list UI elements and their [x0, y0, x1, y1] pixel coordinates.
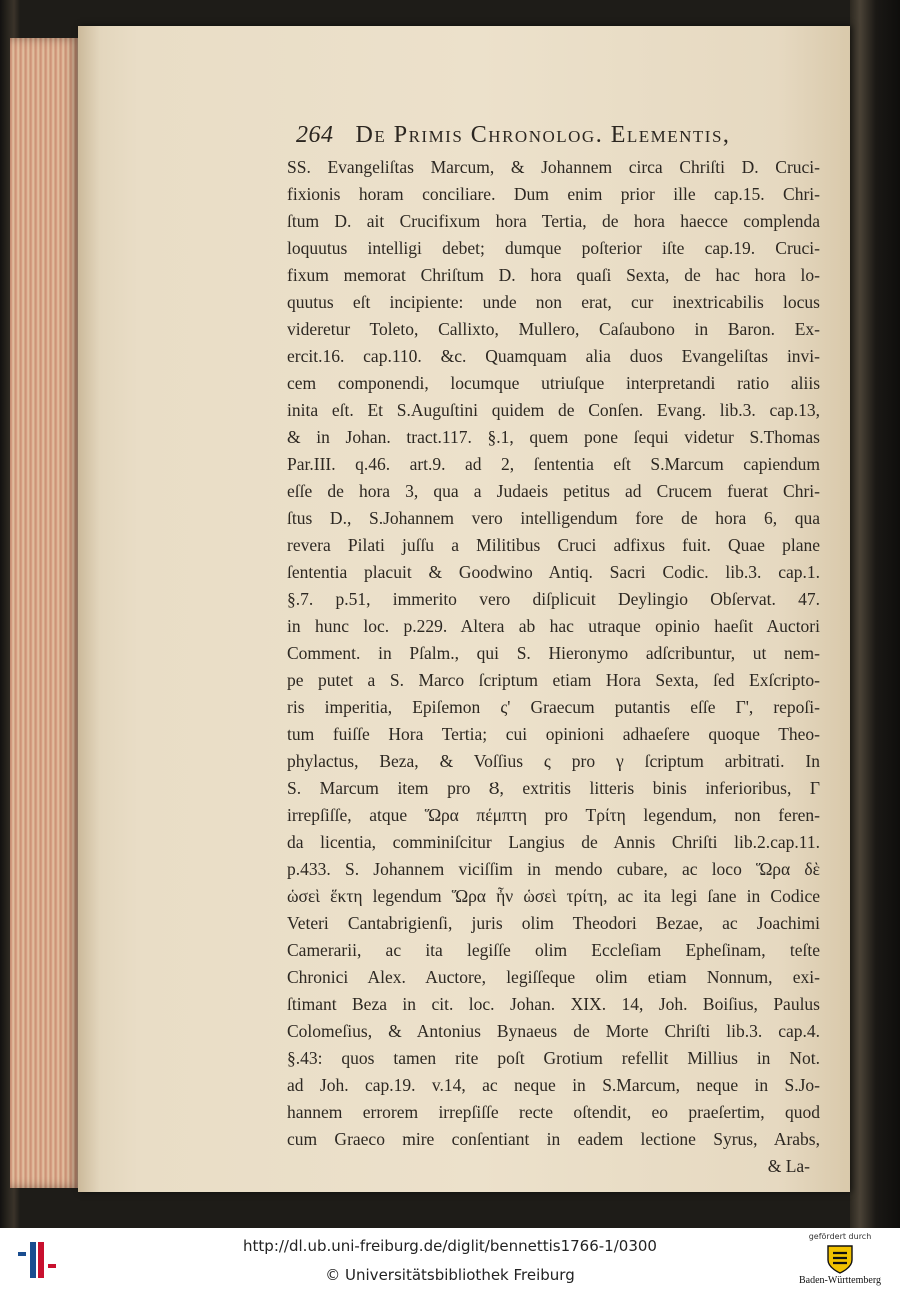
text-line: & in Johan. tract.117. §.1, quem pone ſequi videtur S.Thomas	[287, 427, 820, 447]
text-line: ad Joh. cap.19. v.14, ac neque in S.Marcum, neque in S.Jo-	[287, 1075, 820, 1095]
text-line: ſententia placuit & Goodwino Antiq. Sacri Codic. lib.3. cap.1.	[287, 562, 820, 582]
text-line: Chronici Alex. Auctore, legiſſeque olim etiam Nonnum, exi-	[287, 967, 820, 987]
text-line: cem componendi, locumque utriuſque interpretandi ratio aliis	[287, 373, 820, 393]
text-line: ſtimant Beza in cit. loc. Johan. XIX. 14, Joh. Boiſius, Paulus	[287, 994, 820, 1014]
text-line: cum Graeco mire conſentiant in eadem lectione Syrus, Arabs,	[287, 1129, 820, 1149]
copyright-notice: © Universitätsbibliothek Freiburg	[325, 1266, 575, 1284]
text-line: ris imperitia, Epiſemon ς' Graecum putantis eſſe Γ', repoſi-	[287, 697, 820, 717]
sponsor-block	[794, 1232, 886, 1290]
text-line: fixum memorat Chriſtum D. hora quaſi Sexta, de hac hora lo-	[287, 265, 820, 285]
text-line: Camerarii, ac ita legiſſe olim Eccleſiam Epheſinam, teſte	[287, 940, 820, 960]
text-line: hannem errorem irrepſiſſe recte oſtendit, eo praeſertim, quod	[287, 1102, 820, 1122]
sponsor-caption: gefördert durch	[808, 1232, 872, 1241]
text-line: loquutus intelligi debet; dumque poſterior iſte cap.19. Cruci-	[287, 238, 820, 258]
sponsor-name: Baden-Württemberg	[798, 1275, 881, 1286]
text-line: §.7. p.51, immerito vero diſplicuit Deylingio Obſervat. 47.	[287, 589, 820, 609]
page-edges	[10, 38, 80, 1188]
text-line: p.433. S. Johannem viciſſim in mendo cubare, ac loco Ὥρα δὲ	[287, 859, 820, 879]
text-line: SS. Evangeliſtas Marcum, & Johannem circa Chriſti D. Cruci-	[287, 157, 820, 177]
book-binding-edge	[850, 0, 900, 1228]
text-line: irrepſiſſe, atque Ὥρα πέμπτη pro Τρίτη legendum, non feren-	[287, 805, 820, 825]
text-line: revera Pilati juſſu a Militibus Cruci adfixus fuit. Quae plane	[287, 535, 820, 555]
text-line: §.43: quos tamen rite poſt Grotium refellit Millius in Not.	[287, 1048, 820, 1068]
text-line: eſſe de hora 3, qua a Judaeis petitus ad Crucem fuerat Chri-	[287, 481, 820, 501]
page-header	[296, 122, 836, 156]
text-line: inita eſt. Et S.Auguſtini quidem de Conſen. Evang. lib.3. cap.13,	[287, 400, 820, 420]
body-text	[287, 154, 820, 1180]
text-line: phylactus, Beza, & Voſſius ς pro γ ſcriptum arbitrati. In	[287, 751, 820, 771]
catchword: & La-	[767, 1156, 810, 1176]
text-line: fixionis horam conciliare. Dum enim prior ille cap.15. Chri-	[287, 184, 820, 204]
text-line: ſtus D., S.Johannem vero intelligendum fore de hora 6, qua	[287, 508, 820, 528]
text-line: da licentia, comminiſcitur Langius de Annis Chriſti lib.2.cap.11.	[287, 832, 820, 852]
running-title: De Primis Chronolog. Elementis,	[355, 122, 731, 148]
coat-of-arms-icon	[824, 1244, 856, 1274]
text-line: ſtum D. ait Crucifixum hora Tertia, de hora haecce complenda	[287, 211, 820, 231]
text-line: quutus eſt incipiente: unde non erat, cur inextricabilis locus	[287, 292, 820, 312]
text-line: Par.III. q.46. art.9. ad 2, ſententia eſt S.Marcum capiendum	[287, 454, 820, 474]
text-line: Comment. in Pſalm., qui S. Hieronymo adſcribuntur, ut nem-	[287, 643, 820, 663]
permalink-url[interactable]: http://dl.ub.uni-freiburg.de/diglit/bennettis1766-1/0300	[243, 1237, 657, 1255]
text-line: videretur Toleto, Callixto, Mullero, Caſaubono in Baron. Ex-	[287, 319, 820, 339]
text-line: ercit.16. cap.110. &c. Quamquam alia duos Evangeliſtas invi-	[287, 346, 820, 366]
text-line: tum fuiſſe Hora Tertia; cui opinioni adhaeſere quoque Theo-	[287, 724, 820, 744]
text-line: Veteri Cantabrigienſi, juris olim Theodori Bezae, ac Joachimi	[287, 913, 820, 933]
text-line: ὡσεὶ ἕκτη legendum Ὥρα ἦν ὡσεὶ τρίτη, ac ita legi ſane in Codice	[287, 886, 820, 906]
text-line: Colomeſius, & Antonius Bynaeus de Morte Chriſti lib.3. cap.4.	[287, 1021, 820, 1041]
text-line: in hunc loc. p.229. Altera ab hac utraque opinio haeſit Auctori	[287, 616, 820, 636]
page-number: 264	[296, 122, 334, 148]
viewer-footer	[0, 1228, 900, 1292]
text-line: pe putet a S. Marco ſcriptum etiam Hora Sexta, ſed Exſcripto-	[287, 670, 820, 690]
text-line: S. Marcum item pro Ȣ, extritis litteris binis inferioribus, Γ	[287, 778, 820, 798]
